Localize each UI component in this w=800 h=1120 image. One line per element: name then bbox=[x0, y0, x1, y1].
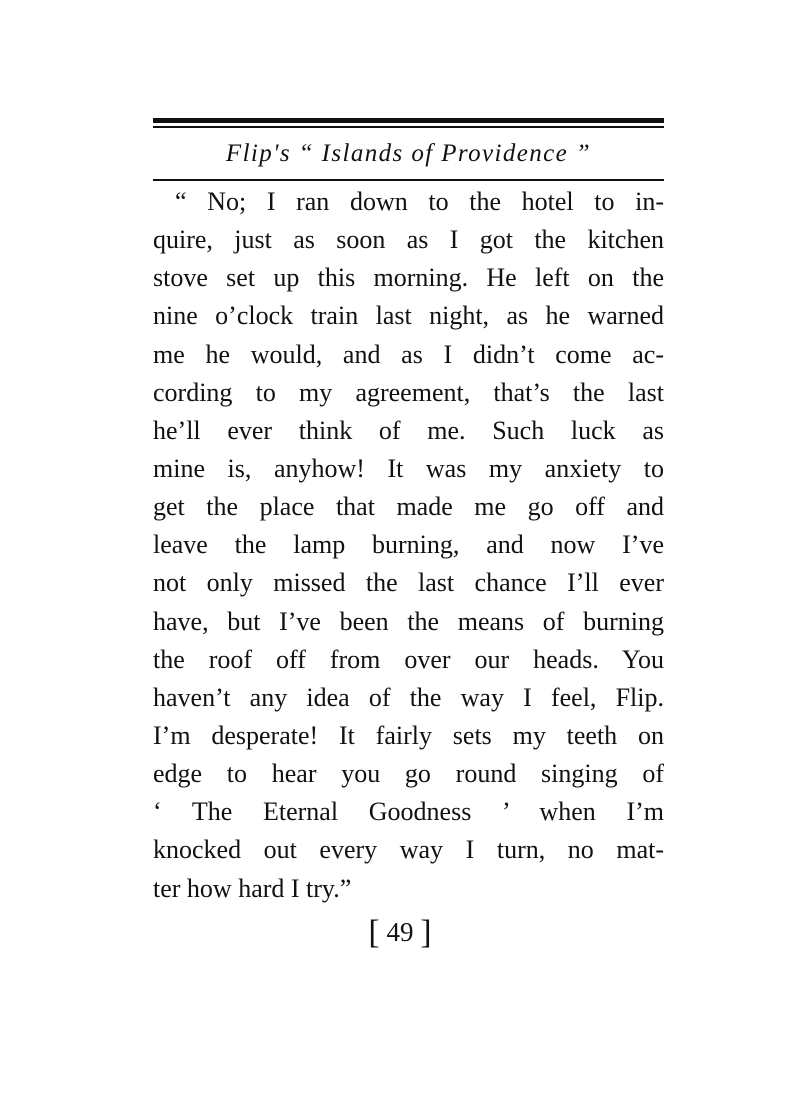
text-line: ‘ The Eternal Goodness ’ when I’m bbox=[153, 797, 664, 827]
text-line: cording to my agreement, that’s the last bbox=[153, 377, 664, 407]
text-line: not only missed the last chance I’ll ever bbox=[153, 568, 664, 598]
text-line: edge to hear you go round singing of bbox=[153, 759, 664, 789]
text-line: knocked out every way I turn, no mat- bbox=[153, 835, 664, 865]
text-line: me he would, and as I didn’t come ac- bbox=[153, 339, 664, 369]
text-line: stove set up this morning. He left on the bbox=[153, 263, 664, 293]
text-line: nine o’clock train last night, as he warned bbox=[153, 301, 664, 331]
text-line: have, but I’ve been the means of burning bbox=[153, 606, 664, 636]
page-number bbox=[0, 912, 800, 953]
running-head-underline bbox=[153, 179, 664, 181]
header-rule-thin bbox=[153, 126, 664, 128]
body-text bbox=[153, 183, 664, 908]
folio-bracket-close: ] bbox=[420, 914, 432, 951]
folio-number: 49 bbox=[386, 917, 414, 947]
header-rule-thick bbox=[153, 118, 664, 123]
text-line: the roof off from over our heads. You bbox=[153, 644, 664, 674]
text-line: ter how hard I try.” bbox=[153, 873, 352, 903]
text-line: I’m desperate! It fairly sets my teeth on bbox=[153, 720, 664, 750]
text-line: he’ll ever think of me. Such luck as bbox=[153, 415, 664, 445]
folio-bracket-open: [ bbox=[368, 914, 380, 951]
text-line: mine is, anyhow! It was my anxiety to bbox=[153, 453, 664, 483]
text-line: “ No; I ran down to the hotel to in- bbox=[175, 187, 664, 216]
text-line: quire, just as soon as I got the kitchen bbox=[153, 225, 664, 255]
text-line: leave the lamp burning, and now I’ve bbox=[153, 530, 664, 560]
text-line: get the place that made me go off and bbox=[153, 492, 664, 522]
running-head: Flip's “ Islands of Providence ” bbox=[225, 140, 592, 167]
text-line: haven’t any idea of the way I feel, Flip. bbox=[153, 682, 664, 712]
